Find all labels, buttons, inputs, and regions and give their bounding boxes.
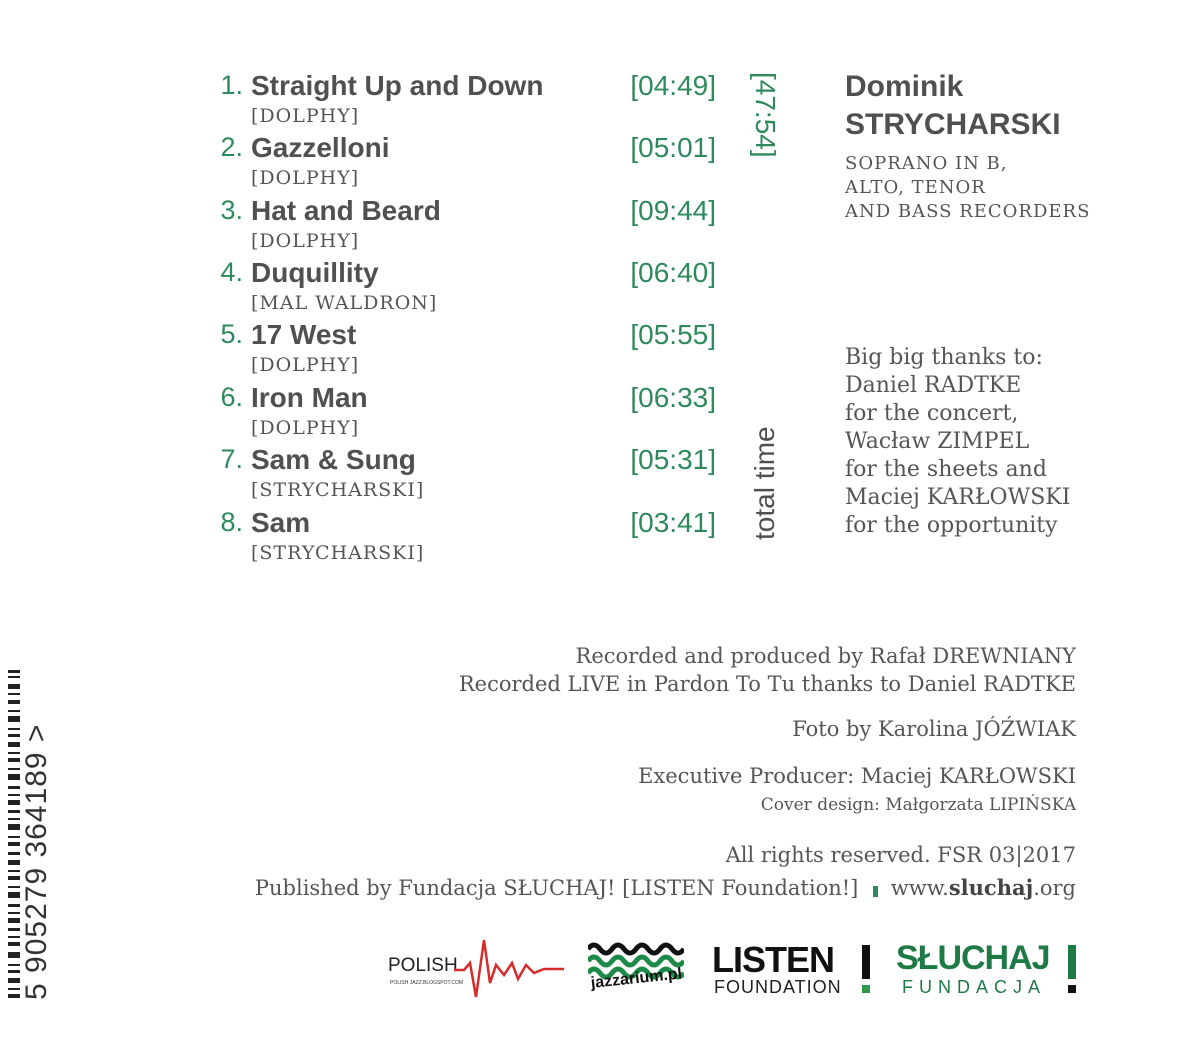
track-composer: [DOLPHY]: [251, 105, 360, 127]
track-item: [216, 382, 716, 442]
track-composer: [STRYCHARSKI]: [251, 479, 425, 501]
published-line: [255, 875, 1076, 900]
jazzarium-logo: [588, 935, 686, 1005]
track-title: Sam & Sung: [251, 444, 416, 475]
instrument-line: ALTO, TENOR: [845, 177, 986, 198]
jazzarium-text: jazzarium.pl: [590, 965, 683, 992]
track-number: 7.: [220, 444, 243, 474]
sluchaj-exclamation-dot: [1068, 985, 1076, 993]
thanks-line: for the concert,: [845, 401, 1019, 426]
barcode-bars: [8, 670, 20, 1000]
heartbeat-icon: [454, 935, 564, 1005]
total-time-value: [47:54]: [750, 72, 781, 158]
live-credit: Recorded LIVE in Pardon To Tu thanks to Daniel RADTKE: [458, 672, 1076, 696]
sluchaj-logo-subtext: FUNDACJA: [902, 977, 1047, 997]
total-time-label: total time: [749, 426, 780, 540]
track-number: 5.: [220, 319, 243, 349]
track-composer: [STRYCHARSKI]: [251, 542, 425, 564]
track-item: [216, 507, 716, 567]
recording-credits: [459, 642, 1076, 698]
track-item: [216, 444, 716, 504]
track-title: Duquillity: [251, 257, 379, 288]
track-item: [216, 319, 716, 379]
track-duration: [05:31]: [630, 444, 716, 475]
artist-name: [845, 68, 1061, 144]
track-item: [216, 195, 716, 255]
foto-credit: Foto by Karolina JÓŹWIAK: [792, 717, 1076, 741]
thanks-line: for the sheets and: [845, 457, 1047, 482]
thanks-line: Maciej KARŁOWSKI: [845, 485, 1071, 510]
track-title: Iron Man: [251, 382, 368, 413]
track-composer: [DOLPHY]: [251, 354, 360, 376]
thanks-line: Wacław ZIMPEL: [845, 429, 1030, 454]
track-number: 8.: [220, 507, 243, 537]
track-title: Straight Up and Down: [251, 70, 544, 101]
rights-text: All rights reserved. FSR 03|2017: [725, 843, 1076, 867]
instrument-line: AND BASS RECORDERS: [845, 201, 1091, 222]
listen-foundation-logo: [712, 935, 872, 1005]
sluchaj-logo-text: SŁUCHAJ: [896, 939, 1050, 977]
track-duration: [09:44]: [630, 195, 716, 226]
track-composer: [DOLPHY]: [251, 230, 360, 252]
track-number: 2.: [220, 132, 243, 162]
track-title: Hat and Beard: [251, 195, 441, 226]
thanks-line: for the opportunity: [845, 513, 1058, 538]
listen-logo-text: LISTEN: [712, 939, 835, 980]
polish-jazz-logo: [388, 935, 568, 1005]
website-link[interactable]: www.sluchaj.org: [890, 875, 1076, 900]
track-number: 4.: [220, 257, 243, 287]
barcode-number: 5 905279 364189 >: [20, 723, 53, 1000]
separator-mark: [873, 886, 878, 897]
listen-exclamation-mark: [862, 945, 870, 979]
track-title: Gazzelloni: [251, 132, 390, 163]
polish-logo-text: POLISH: [388, 955, 458, 976]
listen-logo-subtext: FOUNDATION: [714, 977, 842, 997]
track-item: [216, 70, 716, 130]
track-composer: [DOLPHY]: [251, 417, 360, 439]
executive-credit: Executive Producer: Maciej KARŁOWSKI: [638, 764, 1076, 788]
instrument-list: [845, 152, 1090, 224]
polish-logo-subtext: POLISH JAZZ.BLOGSPOT.COM: [390, 980, 464, 986]
track-number: 6.: [220, 382, 243, 412]
published-text: Published by Fundacja SŁUCHAJ! [LISTEN Foundation!]: [254, 876, 859, 900]
track-composer: [MAL WALDRON]: [251, 292, 438, 314]
track-title: Sam: [251, 507, 311, 538]
track-title: 17 West: [251, 319, 357, 350]
track-number: 1.: [220, 70, 243, 100]
sluchaj-exclamation-mark: [1068, 945, 1076, 979]
artist-last-name: STRYCHARSKI: [845, 108, 1061, 141]
track-duration: [04:49]: [630, 70, 716, 101]
barcode: [0, 640, 60, 1050]
track-duration: [05:55]: [630, 319, 716, 350]
track-item: [216, 132, 716, 192]
track-duration: [06:40]: [630, 257, 716, 288]
thanks-block: [845, 344, 1070, 540]
track-duration: [06:33]: [630, 382, 716, 413]
listen-exclamation-dot: [862, 985, 870, 993]
thanks-line: Daniel RADTKE: [845, 373, 1022, 398]
recorded-credit: Recorded and produced by Rafał DREWNIANY: [575, 644, 1076, 668]
track-number: 3.: [220, 195, 243, 225]
track-duration: [03:41]: [630, 507, 716, 538]
instrument-line: SOPRANO IN B,: [845, 153, 1008, 174]
track-composer: [DOLPHY]: [251, 167, 360, 189]
track-item: [216, 257, 716, 317]
artist-first-name: Dominik: [845, 70, 964, 103]
track-duration: [05:01]: [630, 132, 716, 163]
sluchaj-fundacja-logo: [896, 935, 1086, 1005]
cover-credit: Cover design: Małgorzata LIPIŃSKA: [760, 795, 1076, 815]
thanks-line: Big big thanks to:: [845, 345, 1043, 370]
